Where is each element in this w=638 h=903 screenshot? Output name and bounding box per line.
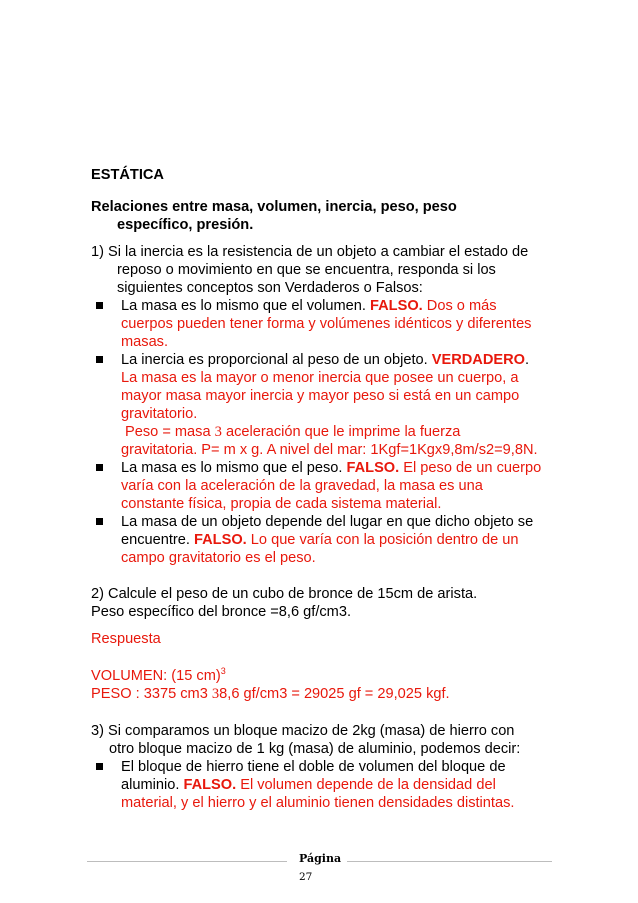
subtitle-line-1: Relaciones entre masa, volumen, inercia, peso, peso <box>91 199 457 215</box>
bullet-2-line-1: La inercia es proporcional al peso de un objeto. VERDADERO. <box>121 352 530 368</box>
question-1-line-3: siguientes conceptos son Verdaderos o Falsos: <box>117 280 423 296</box>
bullet-1-line-3: masas. <box>121 334 169 350</box>
bullet-5-line-1: El bloque de hierro tiene el doble de volumen del bloque de <box>121 759 506 775</box>
weight-line: PESO : 3375 cm3 38,6 gf/cm3 = 29025 gf = 29,025 kgf. <box>91 686 450 702</box>
verdict-false: FALSO. <box>183 777 237 793</box>
page-number: 27 <box>299 871 313 883</box>
footer-rule-left <box>87 861 287 862</box>
verdict-true: VERDADERO <box>431 352 525 368</box>
bullet-2-line-2: La masa es la mayor o menor inercia que posee un cuerpo, a <box>121 370 519 386</box>
bullet-2-line-3: mayor masa mayor inercia y mayor peso si está en un campo <box>121 388 520 404</box>
bullet-square-icon <box>96 302 103 309</box>
verdict-false: FALSO. <box>370 298 423 314</box>
bullet-2-formula-line-1: Peso = masa 3 aceleración que le imprime la fuerza <box>125 424 461 440</box>
question-3-line-1: 3) Si comparamos un bloque macizo de 2kg (masa) de hierro con <box>91 723 515 739</box>
bullet-5-line-2: aluminio. FALSO. El volumen depende de la densidad del <box>121 777 496 793</box>
bullet-square-icon <box>96 356 103 363</box>
question-1-line-1: 1) Si la inercia es la resistencia de un objeto a cambiar el estado de <box>91 244 529 260</box>
bullet-4-line-1: La masa de un objeto depende del lugar en que dicho objeto se <box>121 514 534 530</box>
bullet-2-formula-line-2: gravitatoria. P= m x g. A nivel del mar: 1Kgf=1Kgx9,8m/s2=9,8N. <box>121 442 538 458</box>
bullet-3-line-3: constante física, propia de cada sistema material. <box>121 496 442 512</box>
bullet-square-icon <box>96 763 103 770</box>
section-title: ESTÁTICA <box>91 167 164 183</box>
bullet-4-line-3: campo gravitatorio es el peso. <box>121 550 316 566</box>
bullet-square-icon <box>96 518 103 525</box>
bullet-3-line-2: varía con la aceleración de la gravedad, la masa es una <box>121 478 483 494</box>
bullet-square-icon <box>96 464 103 471</box>
footer-rule-right <box>347 861 552 862</box>
verdict-false: FALSO. <box>194 532 247 548</box>
subtitle-line-2: específico, presión. <box>117 217 254 233</box>
bullet-1-line-2: cuerpos pueden tener forma y volúmenes idénticos y diferentes <box>121 316 532 332</box>
answer-heading: Respuesta <box>91 631 161 647</box>
question-2-line-2: Peso específico del bronce =8,6 gf/cm3. <box>91 604 352 620</box>
question-2-line-1: 2) Calcule el peso de un cubo de bronce de 15cm de arista. <box>91 586 478 602</box>
bullet-4-line-2: encuentre. FALSO. Lo que varía con la posición dentro de un <box>121 532 519 548</box>
bullet-1-line-1: La masa es lo mismo que el volumen. FALSO. Dos o más <box>121 298 497 314</box>
question-3-line-2: otro bloque macizo de 1 kg (masa) de aluminio, podemos decir: <box>109 741 521 757</box>
question-1-line-2: reposo o movimiento en que se encuentra, responda si los <box>117 262 496 278</box>
footer-page-label: Página <box>299 852 342 865</box>
verdict-false: FALSO. <box>346 460 400 476</box>
bullet-3-line-1: La masa es lo mismo que el peso. FALSO. El peso de un cuerpo <box>121 460 542 476</box>
bullet-5-line-3: material, y el hierro y el aluminio tienen densidades distintas. <box>121 795 515 811</box>
volume-line: VOLUMEN: (15 cm)$^3$ <box>91 666 226 684</box>
bullet-2-line-4: gravitatorio. <box>121 406 198 422</box>
